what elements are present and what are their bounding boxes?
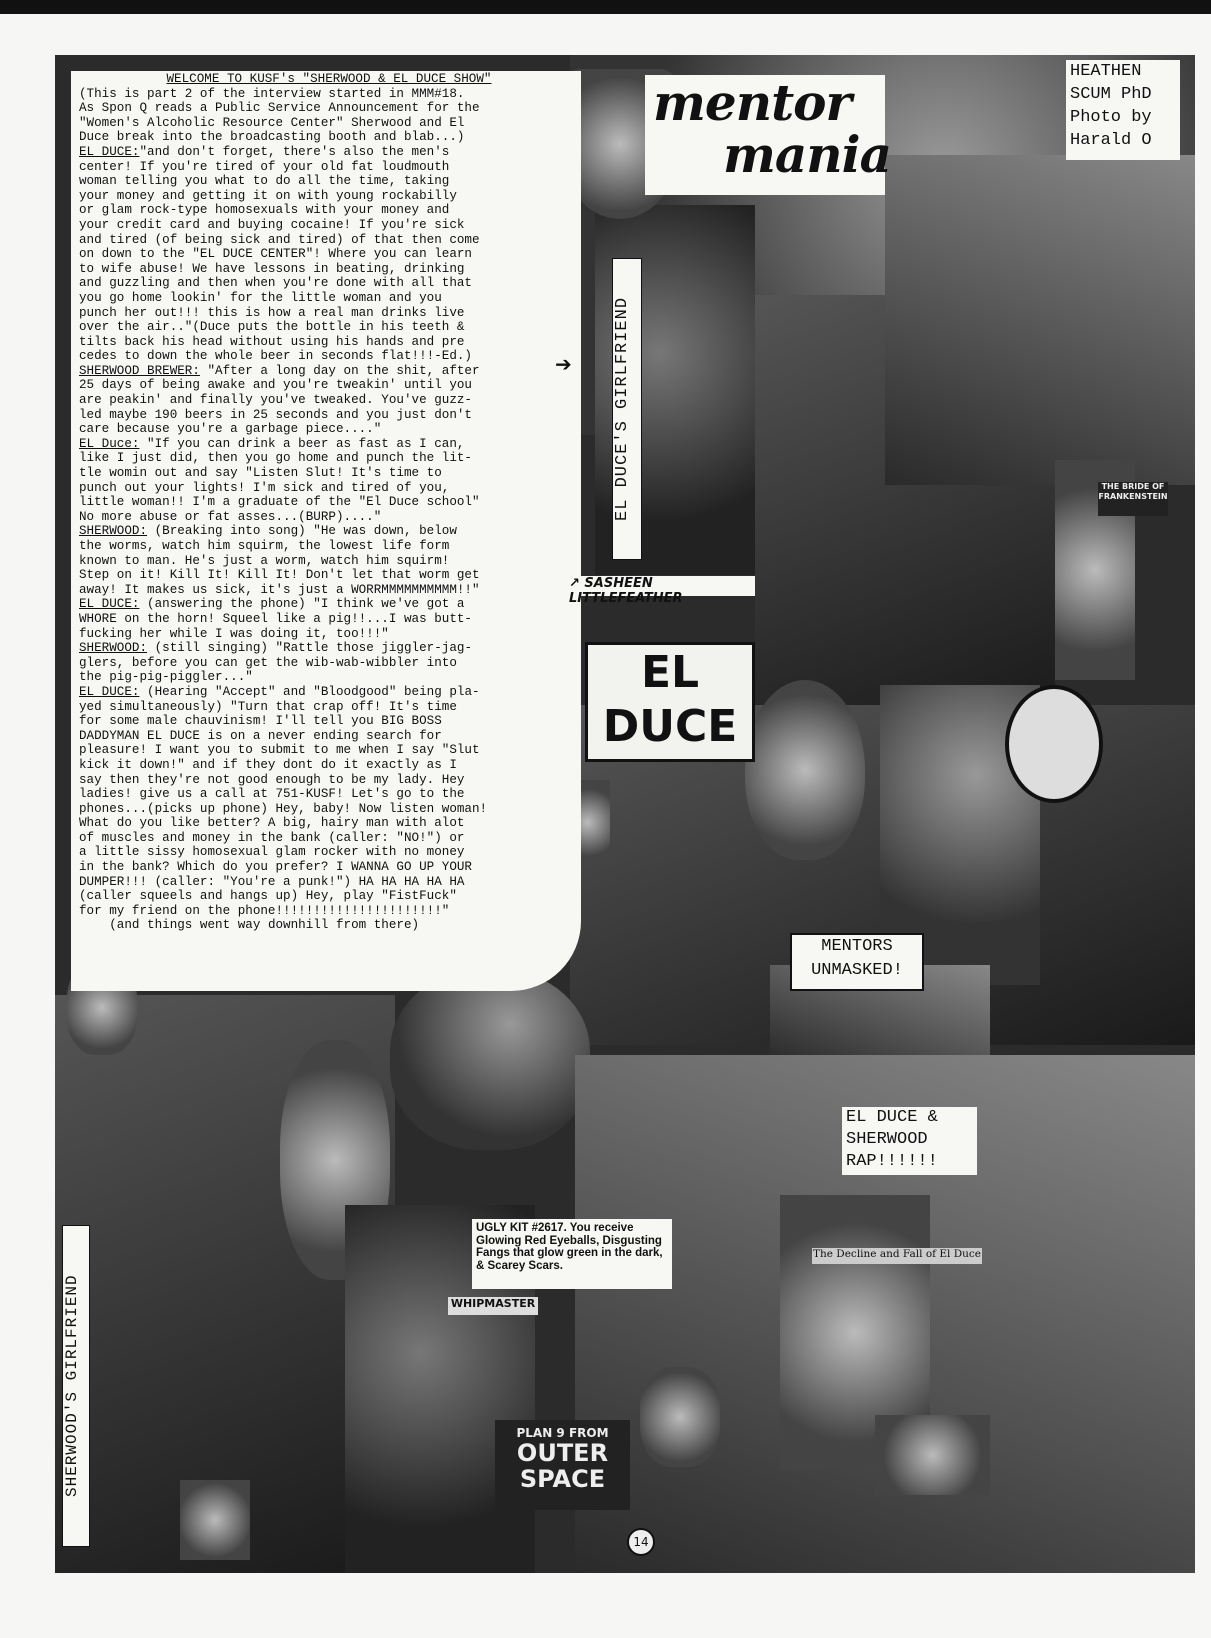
mentors-unmasked-caption: MENTORS UNMASKED! xyxy=(790,933,924,991)
mentor-mania-logo xyxy=(645,73,892,195)
plan9-line-3: SPACE xyxy=(519,1465,606,1493)
photo-blonde-laughing xyxy=(390,970,590,1150)
el-duce-sign xyxy=(585,642,755,762)
sherwood-girlfriend-label: SHERWOOD'S GIRLFRIEND xyxy=(62,1225,90,1547)
photo-women-bottom xyxy=(875,1415,990,1495)
scan-top-edge xyxy=(0,0,1211,14)
sign-line-2: DUCE xyxy=(602,701,738,752)
article-paragraph: (Breaking into song) "He was down, below the worms, watch him squirm, the lowest life form known to man. He's just a worm, watch him squirm! Step on it! Kill It! Kill It! Don't let that worm get away! It makes us sick, it's just a WORRMMMMMMMMMM!!" xyxy=(79,524,480,597)
bride-frankenstein-title: THE BRIDE OF FRANKENSTEIN xyxy=(1098,482,1168,516)
speaker-label: SHERWOOD BREWER: xyxy=(79,363,200,378)
article-text xyxy=(79,72,579,933)
ugly-kit-ad: UGLY KIT #2617. You receive Glowing Red Eyeballs, Disgusting Fangs that glow green in the dark, & Scarey Scars. xyxy=(472,1219,672,1289)
speaker-label: EL DUCE: xyxy=(79,144,140,159)
photo-face-cutout xyxy=(745,680,865,860)
sasheen-text: SASHEEN LITTLEFEATHER xyxy=(569,576,683,606)
plan-9-poster xyxy=(495,1420,630,1510)
speaker-label: EL DUCE: xyxy=(79,684,140,699)
speaker-label: SHERWOOD: xyxy=(79,641,148,656)
page-number: 14 xyxy=(627,1528,655,1556)
decline-fall-caption: The Decline and Fall of El Duce xyxy=(812,1248,982,1264)
whipmaster-label: WHIPMASTER xyxy=(448,1297,538,1315)
logo-line-1: mentor xyxy=(653,73,851,132)
article-title: WELCOME TO KUSF's "SHERWOOD & EL DUCE SHOW" xyxy=(166,72,492,86)
photo-magazine-cover xyxy=(180,1480,250,1560)
article-paragraph: (answering the phone) "I think we've got a WHORE on the horn! Squeel like a pig!!...I was butt- fucking her while I was doing it, too!!!" xyxy=(79,597,472,641)
photo-credit: HEATHEN SCUM PhD Photo by Harald O xyxy=(1066,60,1180,160)
logo-line-2: mania xyxy=(723,125,892,184)
speaker-label: SHERWOOD: xyxy=(79,524,148,539)
article-closing: (and things went way downhill from there) xyxy=(79,918,420,933)
clock-photo xyxy=(1005,685,1103,803)
speaker-label: EL Duce: xyxy=(79,436,140,451)
photo-small-figure xyxy=(640,1367,720,1467)
sign-line-1: EL xyxy=(640,647,700,698)
article-paragraph: "If you can drink a beer as fast as I can, like I just did, then you go home and punch the lit- tle womin out and say "Listen Slut! It's time to punch out your lights! I'm sick and tired of you, little woman!! I'm a graduate of the "El Duce school" No more abuse or fat asses...(BURP)...." xyxy=(79,436,480,524)
sasheen-caption xyxy=(565,576,755,606)
plan9-line-2: OUTER xyxy=(516,1439,609,1467)
article-paragraph: "and don't forget, there's also the men's center! If you're tired of your old fat loudmouth woman telling you what to do all the time, taking your money and getting it on with young rockabilly or glam rock-type homosexuals with your money and your credit card and buying cocaine! If you're sick and tired (of being sick and tired) of that then come on down to the "EL DUCE CENTER"! Where you can learn to wife abuse! We have lessons in beating, drinking and guzzling and then when you're done with all that you go home lookin' for the little woman and you punch her out!!! this is how a real man drinks live over the air.."(Duce puts the bottle in his teeth & tilts back his head without using his hands and pre cedes to down the whole beer in seconds flat!!!-Ed.) xyxy=(79,144,480,364)
rap-caption: EL DUCE & SHERWOOD RAP!!!!!! xyxy=(842,1107,977,1175)
up-arrow-icon: ↗ xyxy=(569,576,585,591)
article-paragraph: (Hearing "Accept" and "Bloodgood" being pla- yed simultaneously) "Turn that crap off! It's time for some male chauvinism! I'll tell you BIG BOSS DADDYMAN EL DUCE is on a never ending search for pleasure! I want you to submit to me when I say "Slut kick it down!" and if they dont do it exactly as I say then they're not good enough to be my lady. Hey ladies! give us a call at 751-KUSF! Let's go to the phones...(picks up phone) Hey, baby! Now listen woman! What do you like better? A big, hairy man with alot of muscles and money in the bank (caller: "NO!") or a little sissy homosexual glam rocker with no money in the bank? Which do you prefer? I WANNA GO UP YOUR DUMPER!!! (caller: "You're a punk!") HA HA HA HA HA (caller squeels and hangs up) Hey, play "FistFuck" for my friend on the phone!!!!!!!!!!!!!!!!!!!!!!" xyxy=(79,684,488,918)
plan9-line-1: PLAN 9 FROM xyxy=(516,1426,609,1440)
speaker-label: EL DUCE: xyxy=(79,597,140,612)
duce-girlfriend-label: EL DUCE'S GIRLFRIEND xyxy=(612,258,642,560)
arrow-icon: ➔ xyxy=(555,352,572,376)
article-paragraph: "After a long day on the shit, after 25 days of being awake and you're tweakin' until you are peakin' and finally you've tweaked. You've guzz- led maybe 190 beers in 25 seconds and you just don't care because you're a garbage piece...." xyxy=(79,363,480,437)
article-intro: (This is part 2 of the interview started in MMM#18. As Spon Q reads a Public Service Announcement for the "Women's Alcoholic Resource Center" Sherwood and El Duce break into the broadcasting booth and blab...) xyxy=(79,86,480,145)
photo-guitarist xyxy=(885,155,1195,485)
article-paragraph: (still singing) "Rattle those jiggler-jag- glers, before you can get the wib-wab-wibbler into the pig-pig-piggler..." xyxy=(79,641,473,685)
